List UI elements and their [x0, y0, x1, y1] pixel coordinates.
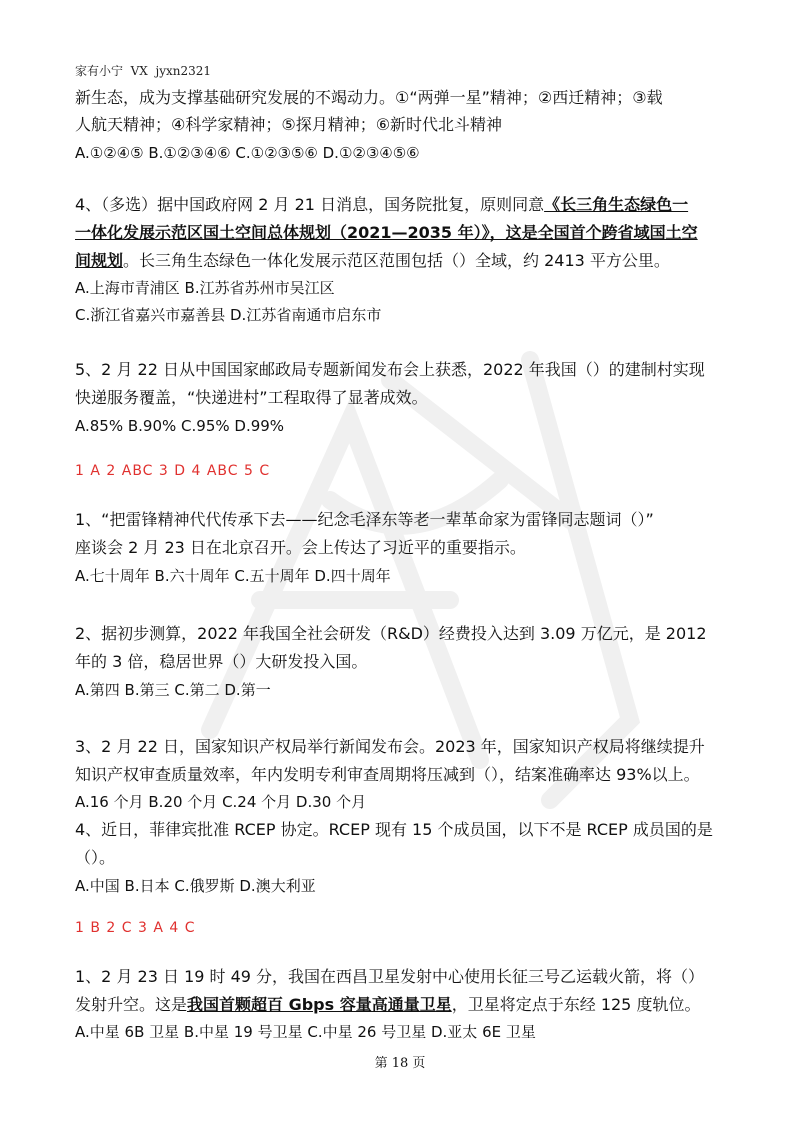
answer-key: 1 B 2 C 3 A 4 C [75, 920, 196, 936]
options-line: A.16 个月 B.20 个月 C.24 个月 D.30 个月 [75, 793, 367, 811]
page-number: 第 18 页 [374, 1056, 426, 1071]
text-line: 人航天精神；④科学家精神；⑤探月精神；⑥新时代北斗精神 [75, 115, 503, 134]
options-line: A.85% B.90% C.95% D.99% [75, 417, 285, 435]
options-line: A.中星 6B 卫星 B.中星 19 号卫星 C.中星 26 号卫星 D.亚太 6E 卫星 [75, 1023, 536, 1041]
text-line: 1、“把雷锋精神代代传承下去——纪念毛泽东等老一辈革命家为雷锋同志题词（）” [75, 510, 654, 529]
question-line-with-emphasis: 发射升空。这是我国首颗超百 Gbps 容量高通量卫星，卫星将定点于东经 125 度轨位。 [75, 995, 701, 1014]
question-4-line-3: 间规划。长三角生态绿色一体化发展示范区范围包括（）全域，约 2413 平方公里。 [75, 251, 670, 270]
question-4-line-2: 一体化发展示范区国土空间总体规划（2021—2035 年）》，这是全国首个跨省域国土空 [75, 223, 698, 242]
text-line: 快递服务覆盖，“快递进村”工程取得了显著成效。 [75, 388, 428, 407]
text-line: 5、2 月 22 日从中国国家邮政局专题新闻发布会上获悉，2022 年我国（）的建制村实现 [75, 360, 705, 379]
text-line: 年的 3 倍，稳居世界（）大研发投入国。 [75, 652, 368, 671]
text-line: 知识产权审查质量效率，年内发明专利审查周期将压减到（），结案准确率达 93%以上。 [75, 765, 700, 784]
text-line: 1、2 月 23 日 19 时 49 分，我国在西昌卫星发射中心使用长征三号乙运载火箭，将（） [75, 967, 705, 986]
answer-key: 1 A 2 ABC 3 D 4 ABC 5 C [75, 463, 271, 479]
text-line: 3、2 月 22 日，国家知识产权局举行新闻发布会。2023 年，国家知识产权局将继续提升 [75, 737, 705, 756]
text-line: （）。 [75, 848, 116, 867]
text-line: 座谈会 2 月 23 日在北京召开。会上传达了习近平的重要指示。 [75, 538, 526, 557]
options-line: A.上海市青浦区 B.江苏省苏州市吴江区 [75, 279, 335, 297]
options-line: A.七十周年 B.六十周年 C.五十周年 D.四十周年 [75, 567, 391, 585]
options-line: A.中国 B.日本 C.俄罗斯 D.澳大利亚 [75, 877, 316, 895]
options-line: A.①②④⑤ B.①②③④⑥ C.①②③⑤⑥ D.①②③④⑤⑥ [75, 144, 420, 162]
options-line: A.第四 B.第三 C.第二 D.第一 [75, 681, 271, 699]
text-line: 4、近日，菲律宾批准 RCEP 协定。RCEP 现有 15 个成员国，以下不是 RCEP 成员国的是 [75, 820, 713, 839]
question-4-line-1: 4、（多选）据中国政府网 2 月 21 日消息，国务院批复，原则同意《长三角生态绿色一 [75, 195, 689, 214]
options-line: C.浙江省嘉兴市嘉善县 D.江苏省南通市启东市 [75, 306, 382, 324]
text-line: 新生态，成为支撑基础研究发展的不竭动力。①“两弹一星”精神；②西迁精神；③载 [75, 88, 663, 107]
page-header: 家有小宁 VX jyxn2321 [75, 64, 212, 78]
text-line: 2、据初步测算，2022 年我国全社会研发（R&D）经费投入达到 3.09 万亿元，是 2012 [75, 624, 707, 643]
